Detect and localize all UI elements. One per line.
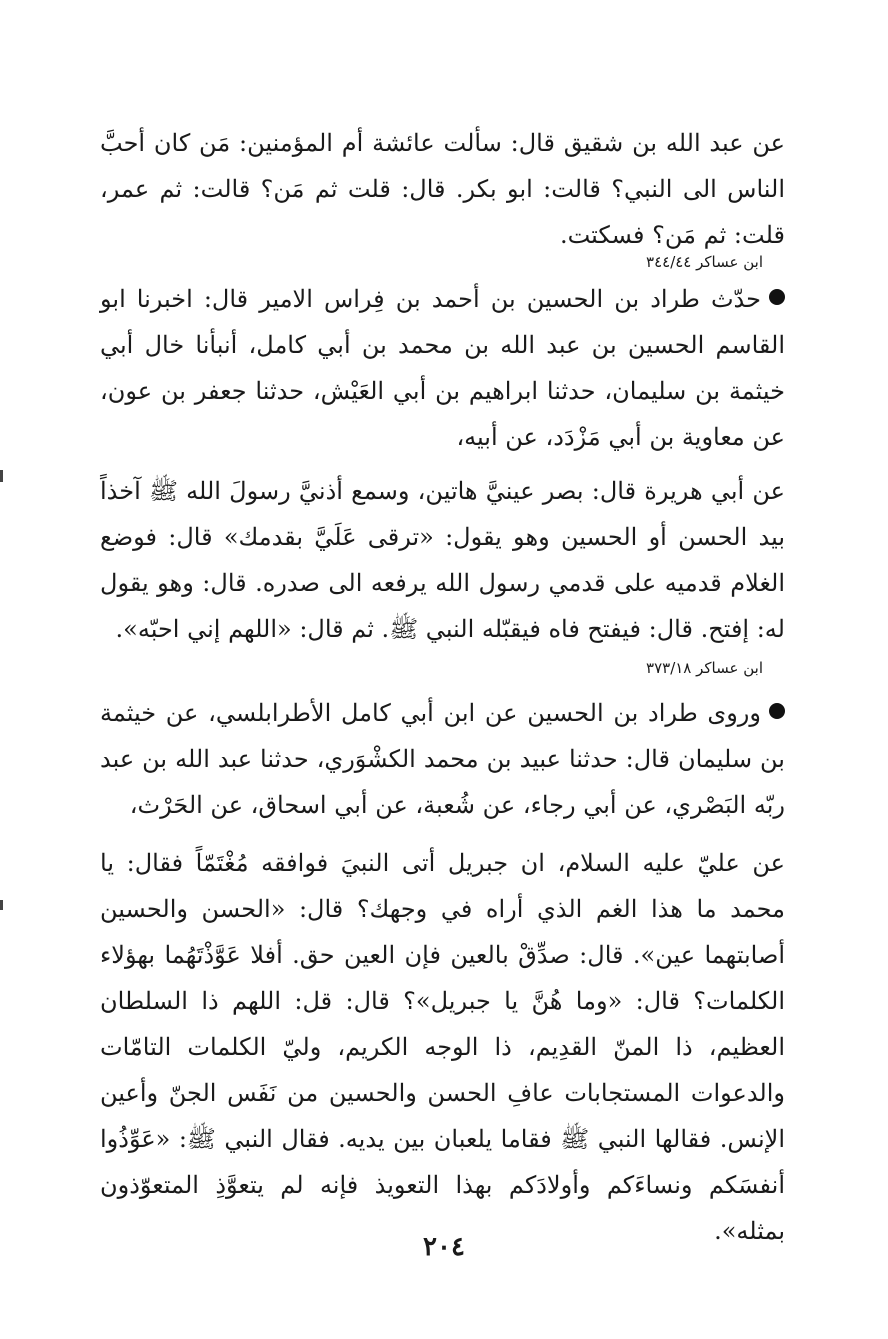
paragraph-3	[100, 468, 785, 652]
paragraph-1	[100, 120, 785, 258]
paragraph-2-text: حدّث طراد بن الحسين بن أحمد بن فِراس الامير قال: اخبرنا ابو القاسم الحسين بن عبد الله بن محمد بن أبي كامل، أنبأنا خال أبي خيثمة بن سليمان، حدثنا ابراهيم بن أبي العَيْش، حدثنا جعفر بن عون، عن معاوية بن أبي مَزْدَد، عن أبيه،	[100, 285, 785, 451]
bullet-icon	[769, 703, 785, 719]
paragraph-4	[100, 690, 785, 828]
paragraph-1-text: عن عبد الله بن شقيق قال: سألت عائشة أم المؤمنين: مَن كان أحبَّ الناس الى النبي؟ قالت: ابو بكر. قال: قلت ثم مَن؟ قالت: ثم عمر، قلت: ثم مَن؟ فسكتت.	[100, 129, 785, 249]
paragraph-4-text: وروى طراد بن الحسين عن ابن أبي كامل الأطرابلسي، عن خيثمة بن سليمان قال: حدثنا عبيد بن محمد الكشْوَري، حدثنا عبد الله بن عبد ربّه البَصْري، عن أبي رجاء، عن شُعبة، عن أبي اسحاق، عن الحَرْث،	[100, 699, 785, 819]
paragraph-3-text: عن أبي هريرة قال: بصر عينيَّ هاتين، وسمع أذنيَّ رسولَ الله ﷺ آخذاً بيد الحسن أو الحسين وهو يقول: «ترقى عَلَيَّ بقدمك» قال: فوضع الغلام قدميه على قدمي رسول الله يرفعه الى صدره. قال: وهو يقول له: إفتح. قال: فيفتح فاه فيقبّله النبي ﷺ. ثم قال: «اللهم إني احبّه».	[100, 477, 785, 643]
source-citation-2: ابن عساكر ٣٧٣/١٨	[646, 659, 763, 677]
paragraph-5	[100, 840, 785, 1254]
bullet-icon	[769, 289, 785, 305]
scan-edge-mark	[0, 470, 3, 482]
page-number: ٢٠٤	[423, 1232, 465, 1262]
paragraph-5-text: عن عليّ عليه السلام، ان جبريل أتى النبيَ فوافقه مُغْتَمّاً فقال: يا محمد ما هذا الغم الذي أراه في وجهك؟ قال: «الحسن والحسين أصابتهما عين». قال: صدِّقْ بالعين فإن العين حق. أفلا عَوَّذْتَهُما بهؤلاء الكلمات؟ قال: «وما هُنَّ يا جبريل»؟ قال: قل: اللهم ذا السلطان العظيم، ذا المنّ القدِيم، ذا الوجه الكريم، وليّ الكلمات التامّات والدعوات المستجابات عافِ الحسن والحسين من نَفَس الجنّ وأعين الإنس. فقالها النبي ﷺ فقاما يلعبان بين يديه. فقال النبي ﷺ: «عَوِّذُوا أنفسَكم ونساءَكم وأولادَكم بهذا التعويذ فإنه لم يتعوَّذِ المتعوّذون بمثله».	[100, 849, 785, 1245]
source-citation-1: ابن عساكر ٣٤٤/٤٤	[646, 253, 763, 271]
scan-edge-mark	[0, 900, 3, 910]
paragraph-2	[100, 276, 785, 460]
